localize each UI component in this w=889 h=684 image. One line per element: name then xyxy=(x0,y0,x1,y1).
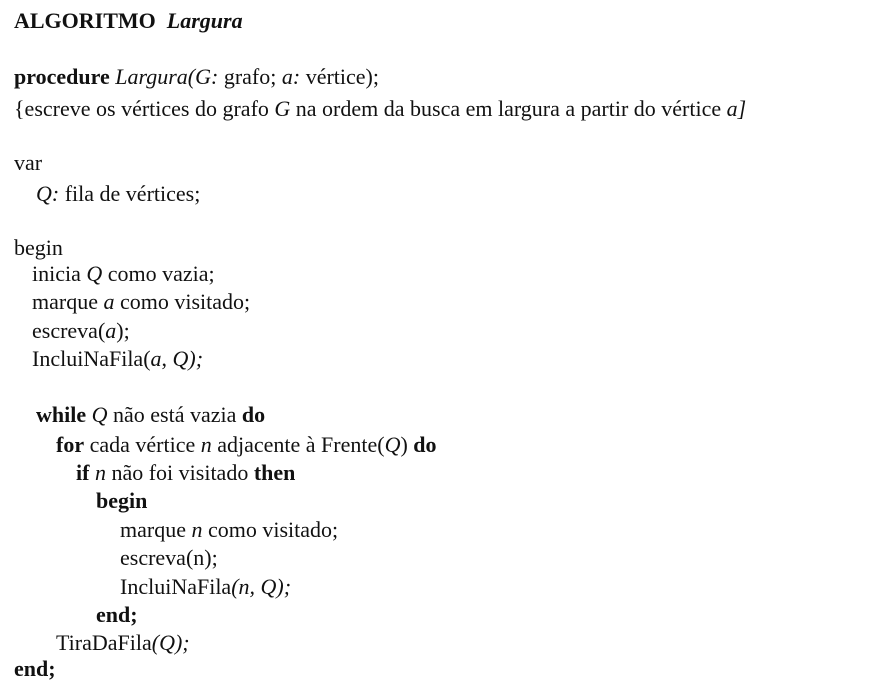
stmt-write-a xyxy=(32,318,130,344)
var-keyword: var xyxy=(14,150,43,175)
mark-n-rest: como visitado; xyxy=(202,517,339,542)
if-line xyxy=(76,460,295,486)
for-do-keyword: do xyxy=(413,432,437,457)
procedure-header xyxy=(14,64,379,90)
stmt-mark-text: marque xyxy=(32,289,104,314)
comment-vertex-var: a] xyxy=(726,96,747,121)
param2-type: vértice); xyxy=(300,64,379,89)
param2-name: a: xyxy=(281,64,301,89)
stmt-enqueue-sep: , xyxy=(161,346,173,371)
dequeue-text: TiraDaFila xyxy=(56,630,152,655)
for-text-c: ) xyxy=(400,432,414,457)
stmt-enqueue-text: IncluiNaFila( xyxy=(32,346,151,371)
main-end: end; xyxy=(14,656,56,681)
dequeue-args: (Q); xyxy=(151,630,190,655)
stmt-enqueue-rest: ); xyxy=(188,346,204,371)
param1-type: grafo; xyxy=(218,64,282,89)
comment-graph-var: G xyxy=(274,96,291,121)
stmt-mark-rest: como visitado; xyxy=(114,289,251,314)
stmt-init-queue xyxy=(32,261,215,287)
mark-n-text: marque xyxy=(120,517,192,542)
for-n: n xyxy=(200,432,212,457)
stmt-dequeue xyxy=(56,630,190,656)
stmt-enqueue-n xyxy=(120,574,291,600)
procedure-keyword: procedure xyxy=(14,64,110,89)
stmt-init-q: Q xyxy=(86,261,103,286)
comment-part1: {escreve os vértices do grafo xyxy=(14,96,275,121)
var-q-name: Q: xyxy=(36,181,60,206)
if-condition: não foi visitado xyxy=(105,460,254,485)
stmt-enqueue-var1: a xyxy=(150,346,162,371)
stmt-write-text: escreva( xyxy=(32,318,106,343)
for-q: Q xyxy=(384,432,401,457)
while-condition: não está vazia xyxy=(107,402,242,427)
mark-n-var: n xyxy=(191,517,203,542)
then-keyword: then xyxy=(253,460,296,485)
for-line xyxy=(56,432,437,458)
stmt-write-var: a xyxy=(105,318,117,343)
stmt-enqueue-a xyxy=(32,346,203,372)
stmt-write-rest: ); xyxy=(116,318,130,343)
stmt-mark-var: a xyxy=(103,289,115,314)
stmt-init-text: inicia xyxy=(32,261,87,286)
for-keyword: for xyxy=(56,432,85,457)
stmt-init-rest: como vazia; xyxy=(102,261,215,286)
while-q: Q xyxy=(91,402,108,427)
stmt-enqueue-var2: Q xyxy=(172,346,189,371)
var-q-type: fila de vértices; xyxy=(59,181,201,206)
stmt-mark-a xyxy=(32,289,250,315)
for-text-b: adjacente à Frente( xyxy=(211,432,385,457)
title-name: Largura xyxy=(166,8,243,33)
title-keyword: ALGORITMO xyxy=(14,8,156,33)
stmt-write-n: escreva(n); xyxy=(120,545,218,570)
algorithm-title xyxy=(14,8,243,34)
inner-begin: begin xyxy=(96,488,148,513)
inner-end: end; xyxy=(96,602,138,627)
for-text-a: cada vértice xyxy=(84,432,201,457)
while-keyword: while xyxy=(36,402,87,427)
comment-part2: na ordem da busca em largura a partir do vértice xyxy=(290,96,727,121)
if-keyword: if xyxy=(76,460,90,485)
var-declaration xyxy=(36,181,200,207)
while-do-keyword: do xyxy=(241,402,266,427)
enqueue-n-args: (n, Q); xyxy=(231,574,292,599)
enqueue-n-text: IncluiNaFila xyxy=(120,574,232,599)
procedure-name: Largura(G: xyxy=(115,64,219,89)
stmt-mark-n xyxy=(120,517,338,543)
main-begin: begin xyxy=(14,235,63,260)
procedure-comment xyxy=(14,96,746,122)
while-line xyxy=(36,402,265,428)
if-n: n xyxy=(94,460,106,485)
